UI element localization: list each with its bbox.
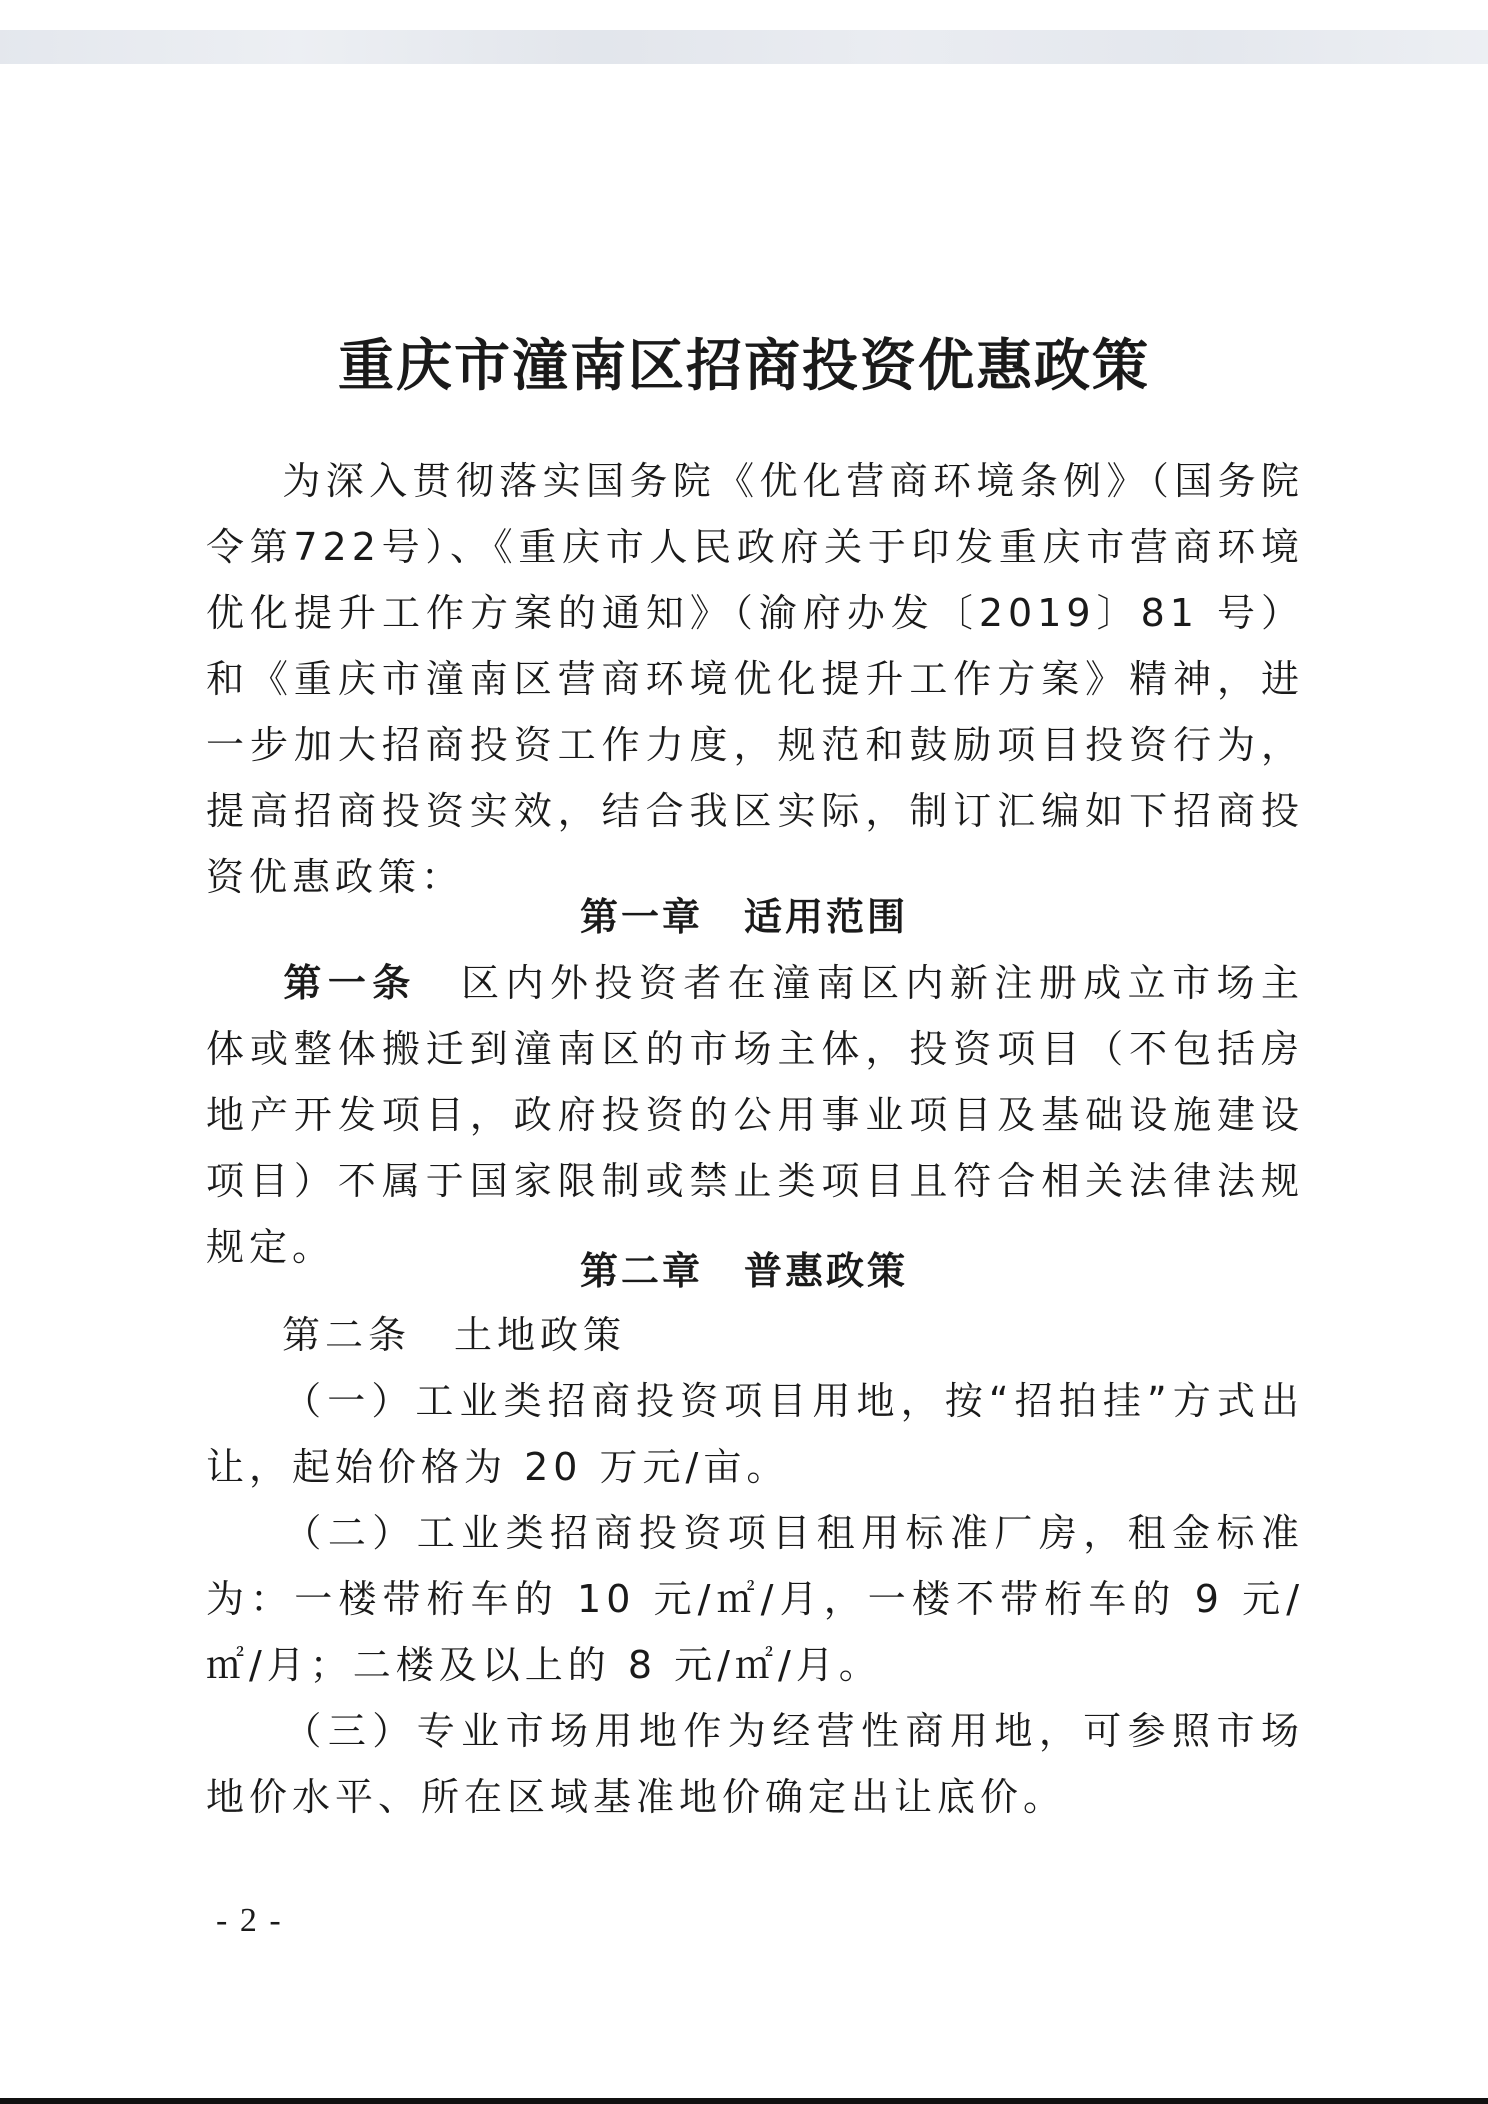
scan-bottom-edge <box>0 2098 1488 2104</box>
land-item-2-text: （二）工业类招商投资项目租用标准厂房，租金标准为：一楼带桁车的 10 元/㎡/月，一楼不带桁车的 9 元/㎡/月；二楼及以上的 8 元/㎡/月。 <box>206 1511 1304 1687</box>
article-2-heading-text: 第二条 土地政策 <box>282 1313 627 1357</box>
land-item-1 <box>206 1368 1304 1500</box>
article-1-label: 第一条 <box>282 961 417 1005</box>
land-item-2 <box>206 1500 1304 1698</box>
document-title: 重庆市潼南区招商投资优惠政策 <box>338 332 1150 399</box>
page-number: - 2 - <box>216 1902 283 1939</box>
chapter-2-heading: 第二章 普惠政策 <box>579 1249 908 1293</box>
scan-artifact-band <box>0 30 1488 64</box>
article-2-heading <box>206 1302 1304 1368</box>
article-1-paragraph <box>206 950 1304 1280</box>
land-item-3 <box>206 1698 1304 1830</box>
land-item-1-text: （一）工业类招商投资项目用地，按“招拍挂”方式出让，起始价格为 20 万元/亩。 <box>206 1379 1304 1489</box>
preamble-paragraph <box>206 448 1304 910</box>
chapter-1-heading: 第一章 适用范围 <box>579 895 908 939</box>
preamble-text: 为深入贯彻落实国务院《优化营商环境条例》（国务院令第722号）、《重庆市人民政府关于印发重庆市营商环境优化提升工作方案的通知》（渝府办发〔2019〕81 号）和《重庆市潼南区营商环境优化提升工作方案》精神，进一步加大招商投资工作力度，规范和鼓励项目投资行为，提高招商投资实效，结合我区实际，制订汇编如下招商投资优惠政策： <box>206 459 1304 899</box>
land-item-3-text: （三）专业市场用地作为经营性商用地，可参照市场地价水平、所在区域基准地价确定出让底价。 <box>206 1709 1304 1819</box>
article-1-text: 区内外投资者在潼南区内新注册成立市场主体或整体搬迁到潼南区的市场主体，投资项目（不包括房地产开发项目，政府投资的公用事业项目及基础设施建设项目）不属于国家限制或禁止类项目且符合相关法律法规规定。 <box>206 961 1304 1269</box>
